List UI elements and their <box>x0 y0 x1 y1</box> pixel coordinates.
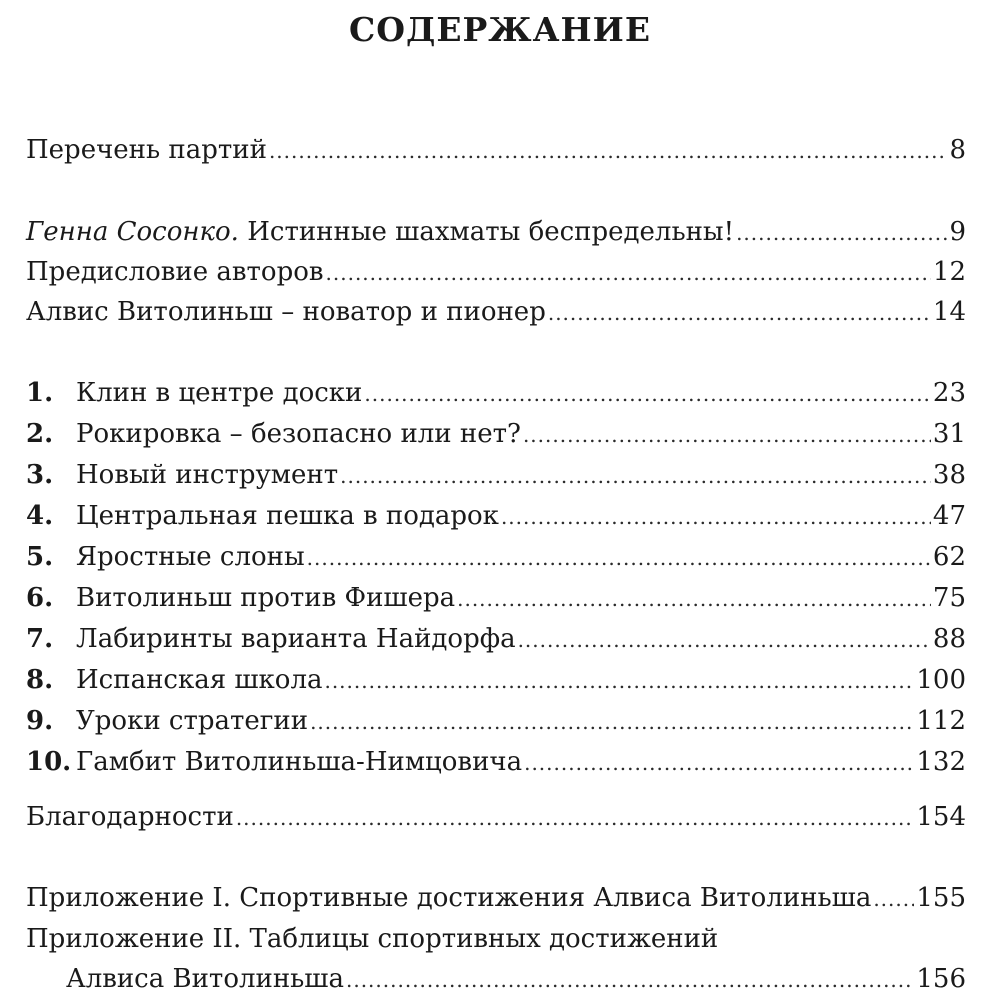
chapter-number: 4. <box>26 501 54 531</box>
page-number: 100 <box>916 665 966 695</box>
entry-label: Витолиньш против Фишера <box>76 583 456 613</box>
page-number: 62 <box>932 542 966 572</box>
chapter-number: 2. <box>26 419 54 449</box>
page-number: 155 <box>916 883 966 913</box>
dot-leader <box>524 747 914 779</box>
toc-chapter[interactable] <box>26 377 966 410</box>
entry-label: Алвис Витолиньш – новатор и пионер <box>26 297 546 327</box>
entry-label: Испанская школа <box>76 665 323 695</box>
dot-leader <box>736 217 947 249</box>
dot-leader <box>340 460 931 492</box>
chapter-number: 3. <box>26 460 54 490</box>
entry-label: Центральная пешка в подарок <box>76 501 499 531</box>
page-number: 132 <box>916 747 966 777</box>
page-number: 9 <box>949 217 966 247</box>
dot-leader <box>523 419 931 451</box>
dot-leader <box>307 542 931 574</box>
toc-chapter[interactable] <box>26 418 966 451</box>
dot-leader <box>324 665 914 697</box>
dot-leader <box>873 883 914 915</box>
toc-chapter[interactable] <box>26 746 966 779</box>
page-number: 88 <box>932 624 966 654</box>
entry-label-continued: Алвиса Витолиньша <box>66 964 344 994</box>
page-number: 31 <box>932 419 966 449</box>
entry-label: Уроки стратегии <box>76 706 309 736</box>
page-title: СОДЕРЖАНИЕ <box>348 10 651 49</box>
toc-chapter[interactable] <box>26 623 966 656</box>
toc-chapter[interactable] <box>26 705 966 738</box>
entry-label: Истинные шахматы беспредельны! <box>238 217 735 247</box>
dot-leader <box>364 378 931 410</box>
entry-author: Генна Сосонко. <box>26 217 239 247</box>
dot-leader <box>236 802 915 834</box>
toc-chapter[interactable] <box>26 582 966 615</box>
page-number: 75 <box>932 583 966 613</box>
chapter-number: 8. <box>26 665 54 695</box>
entry-label: Новый инструмент <box>76 460 339 490</box>
chapter-number: 1. <box>26 378 54 408</box>
chapter-number: 5. <box>26 542 54 572</box>
entry-label: Приложение I. Спортивные достижения Алвиса Витолиньша <box>26 883 872 913</box>
toc-entry-authors-preface[interactable] <box>26 256 966 289</box>
dot-leader <box>501 501 931 533</box>
dot-leader <box>269 135 948 167</box>
page-number: 156 <box>916 964 966 994</box>
dot-leader <box>326 257 931 289</box>
toc-entry-acknowledgements[interactable] <box>26 801 966 834</box>
chapter-number: 7. <box>26 624 54 654</box>
page-number: 47 <box>932 501 966 531</box>
toc-chapter[interactable] <box>26 500 966 533</box>
chapter-number: 6. <box>26 583 54 613</box>
page-number: 14 <box>932 297 966 327</box>
chapter-number: 9. <box>26 706 54 736</box>
page-number: 38 <box>932 460 966 490</box>
toc-entry-appendix-2[interactable] <box>66 963 966 996</box>
chapter-number: 10. <box>26 747 72 777</box>
entry-label: Благодарности <box>26 802 234 832</box>
toc-entry-appendix-2-title[interactable]: Приложение II. Таблицы спортивных достижений <box>26 924 719 954</box>
page-number: 8 <box>949 135 966 165</box>
entry-label: Лабиринты варианта Найдорфа <box>76 624 516 654</box>
dot-leader <box>457 583 931 615</box>
toc-entry-foreword-sosonko[interactable] <box>26 216 966 249</box>
page-number: 154 <box>916 802 966 832</box>
toc-entry-vitolins-innovator[interactable] <box>26 296 966 329</box>
toc-entry-games-list[interactable] <box>26 134 966 167</box>
dot-leader <box>346 964 914 996</box>
toc-chapter[interactable] <box>26 664 966 697</box>
entry-label: Гамбит Витолиньша-Нимцовича <box>76 747 523 777</box>
entry-label: Рокировка – безопасно или нет? <box>76 419 521 449</box>
page-number: 23 <box>932 378 966 408</box>
dot-leader <box>518 624 931 656</box>
entry-label: Клин в центре доски <box>76 378 363 408</box>
toc-chapter[interactable] <box>26 459 966 492</box>
entry-label: Яростные слоны <box>76 542 305 572</box>
toc-chapter[interactable] <box>26 541 966 574</box>
page-number: 112 <box>916 706 966 736</box>
toc-entry-appendix-1[interactable] <box>26 882 966 915</box>
page-number: 12 <box>932 257 966 287</box>
entry-label: Предисловие авторов <box>26 257 324 287</box>
dot-leader <box>548 297 931 329</box>
dot-leader <box>310 706 914 738</box>
entry-label: Перечень партий <box>26 135 267 165</box>
